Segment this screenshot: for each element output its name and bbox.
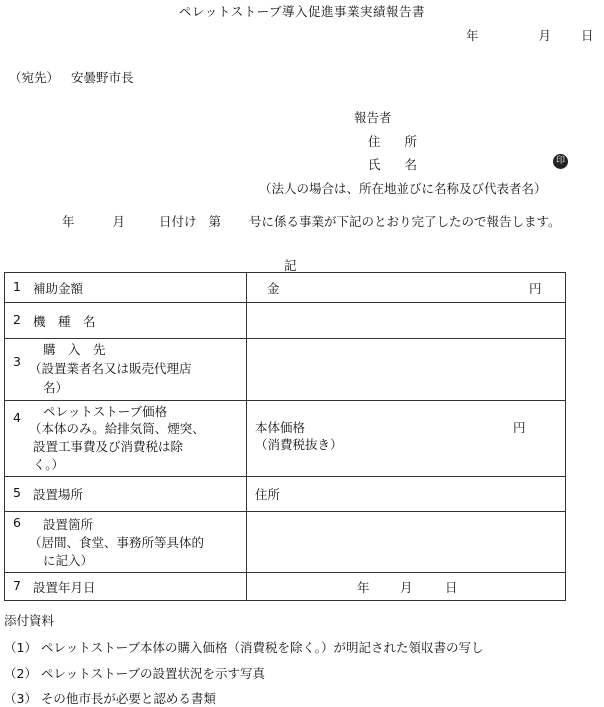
report-date bbox=[466, 26, 594, 44]
amount-prefix: 金 bbox=[267, 281, 280, 296]
intro-month: 月 bbox=[112, 214, 126, 229]
row-number: 4 bbox=[13, 410, 21, 425]
row-number: 7 bbox=[13, 578, 21, 593]
table-row bbox=[5, 303, 566, 339]
intro-year: 年 bbox=[62, 214, 75, 229]
table-row bbox=[5, 512, 566, 573]
row-label-cell bbox=[5, 339, 247, 401]
date-day: 日 bbox=[580, 28, 594, 43]
model-name-field[interactable] bbox=[247, 303, 566, 339]
row-label: 設置年月日 bbox=[33, 580, 96, 595]
row-number: 3 bbox=[13, 354, 21, 369]
reporter-note: （法人の場合は、所在地並びに名称及び代表者名） bbox=[259, 181, 547, 196]
attachment-item: （2） ペレットストーブの設置状況を示す写真 bbox=[4, 666, 266, 681]
address-prefix: 住所 bbox=[255, 487, 281, 502]
install-year: 年 bbox=[357, 580, 370, 595]
row-label-line: く。） bbox=[33, 457, 65, 472]
purchase-source-field[interactable] bbox=[247, 339, 566, 401]
price-note: （消費税抜き） bbox=[255, 437, 343, 452]
date-month: 月 bbox=[538, 28, 551, 43]
attachment-item: （3） その他市長が必要と認める書類 bbox=[4, 691, 216, 706]
seal-icon: 印 bbox=[553, 154, 568, 169]
intro-date-suffix: 日付け bbox=[159, 214, 197, 229]
row-label-cell bbox=[5, 573, 247, 601]
date-year: 年 bbox=[466, 28, 479, 43]
table-row bbox=[5, 339, 566, 401]
row-label-cell bbox=[5, 512, 247, 573]
row-number: 1 bbox=[13, 279, 21, 294]
price-label: 本体価格 bbox=[255, 420, 306, 435]
row-label-line: 設置箇所 bbox=[43, 517, 94, 532]
row-label: 補助金額 bbox=[33, 281, 84, 296]
reporter-address-label: 住 所 bbox=[368, 134, 427, 149]
table-row bbox=[5, 477, 566, 512]
addressee bbox=[9, 68, 134, 86]
report-table bbox=[4, 272, 566, 601]
table-row bbox=[5, 401, 566, 477]
install-month: 月 bbox=[400, 580, 413, 595]
row-number: 6 bbox=[13, 515, 21, 530]
row-number: 5 bbox=[13, 485, 21, 500]
install-day: 日 bbox=[445, 580, 458, 595]
row-label-line: ペレットストーブ価格 bbox=[43, 404, 168, 419]
install-location-field[interactable] bbox=[247, 477, 566, 512]
install-spot-field[interactable] bbox=[247, 512, 566, 573]
row-label-cell bbox=[5, 477, 247, 512]
row-label-line: 購 入 先 bbox=[43, 342, 106, 357]
table-row bbox=[5, 573, 566, 601]
attachment-item: （1） ペレットストーブ本体の購入価格（消費税を除く。）が明記された領収書の写し bbox=[4, 640, 484, 655]
row-label-line: （設置業者名又は販売代理店 bbox=[29, 361, 192, 376]
row-label-line: 名） bbox=[43, 380, 69, 395]
table-row bbox=[5, 273, 566, 303]
intro-number-prefix: 第 bbox=[208, 214, 222, 229]
addressee-name: 安曇野市長 bbox=[71, 70, 134, 85]
row-label-cell bbox=[5, 273, 247, 303]
row-label-line: （居間、食堂、事務所等具体的 bbox=[29, 535, 205, 550]
amount-unit: 円 bbox=[529, 281, 542, 296]
attachments-heading: 添付資料 bbox=[4, 613, 55, 628]
row-label: 機 種 名 bbox=[33, 314, 96, 329]
row-label-line: （本体のみ。給排気筒、煙突、 bbox=[29, 421, 205, 436]
row-label: 設置場所 bbox=[33, 487, 84, 502]
row-label-line: 設置工事費及び消費税は除 bbox=[33, 439, 184, 454]
subsidy-amount-field[interactable] bbox=[247, 273, 566, 303]
row-number: 2 bbox=[13, 312, 21, 327]
addressee-prefix: （宛先） bbox=[9, 70, 60, 85]
ki-heading: 記 bbox=[284, 258, 297, 273]
row-label-line: に記入） bbox=[43, 553, 94, 568]
stove-price-field[interactable] bbox=[247, 401, 566, 477]
intro-sentence bbox=[62, 212, 561, 230]
document-title: ペレットストーブ導入促進事業実績報告書 bbox=[178, 4, 426, 19]
intro-text: 号に係る事業が下記のとおり完了したので報告します。 bbox=[249, 214, 561, 229]
install-date-field[interactable] bbox=[247, 573, 566, 601]
row-label-cell bbox=[5, 401, 247, 477]
reporter-name-label: 氏 名 bbox=[368, 157, 427, 172]
price-unit: 円 bbox=[513, 420, 526, 435]
row-label-cell bbox=[5, 303, 247, 339]
reporter-heading: 報告者 bbox=[354, 110, 392, 125]
